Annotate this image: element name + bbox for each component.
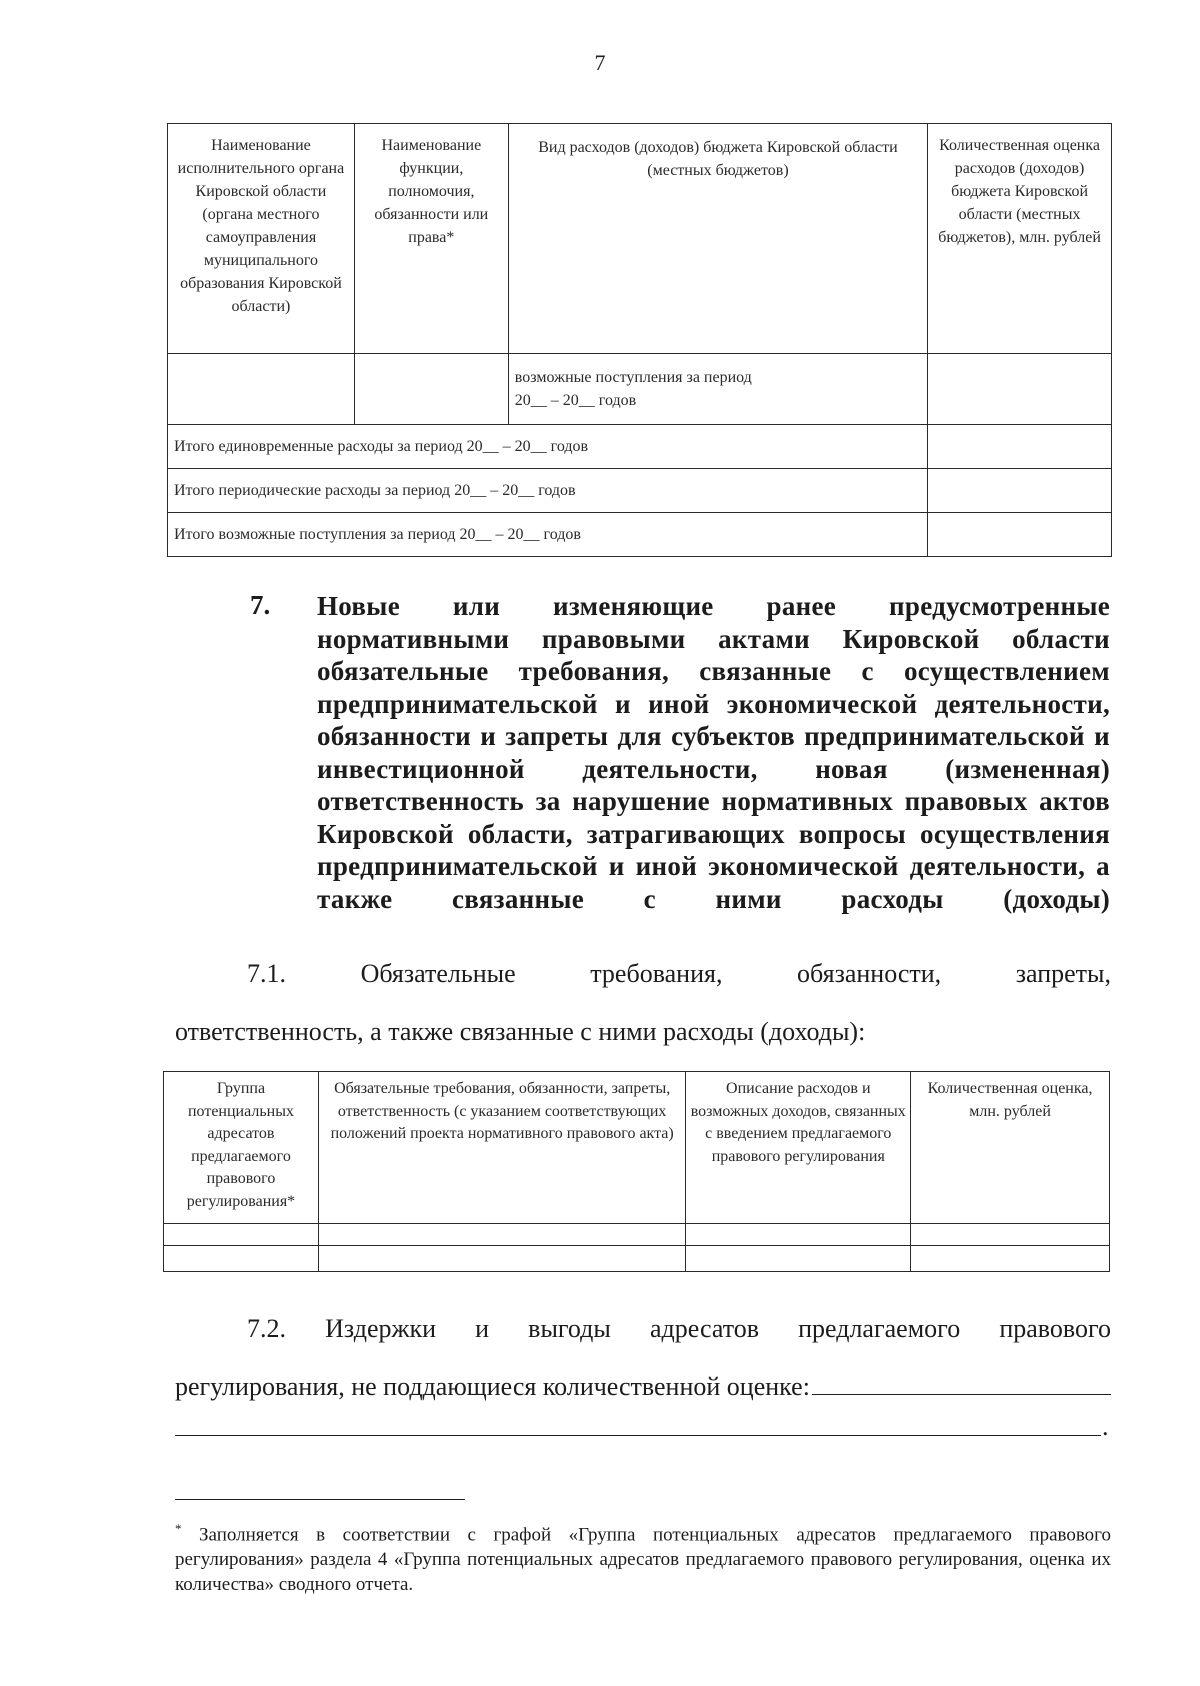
paragraph-line: регулирования, не поддающиеся количественной оценке: [175,1372,810,1401]
budget-expenses-table [167,123,1112,557]
section-number: 7. [250,590,271,620]
header-quantitative-estimate: Количественная оценка, млн. рублей [911,1072,1110,1224]
table-row [164,1224,1110,1246]
end-mark: . [1102,1412,1109,1441]
header-addressee-group: Группа потенциальных адресатов предлагаемого правового регулирования* [164,1072,319,1224]
table-cell [911,1224,1110,1246]
requirements-table [163,1071,1110,1272]
table-header-row [164,1072,1110,1224]
footnote [175,1516,1111,1597]
total-row [168,469,1112,513]
table-row [168,354,1112,425]
paragraph-line: 7.1. Обязательные требования, обязанности, запреты, [247,959,1111,988]
header-requirements: Обязательные требования, обязанности, запреты, ответственность (с указанием соответствующих положений проекта нормативного правового акта) [318,1072,685,1224]
table-row [164,1246,1110,1272]
table-cell [354,354,508,425]
total-income-label: Итого возможные поступления за период 20__ – 20__ годов [168,513,928,557]
table-cell [686,1246,911,1272]
table-cell [168,354,355,425]
total-row [168,513,1112,557]
total-periodic-label: Итого периодические расходы за период 20__ – 20__ годов [168,469,928,513]
table-cell [928,469,1112,513]
fill-in-blank-line [812,1365,1111,1395]
footnote-text: Заполняется в соответствии с графой «Группа потенциальных адресатов предлагаемого правового регулирования» раздела 4 «Группа потенциальных адресатов предлагаемого правового регулирования, оценка их количества» сводного отчета. [175,1524,1112,1596]
total-row [168,425,1112,469]
paragraph-line: 7.2. Издержки и выгоды адресатов предлагаемого правового [247,1314,1111,1343]
total-onetime-label: Итого единовременные расходы за период 20__ – 20__ годов [168,425,928,469]
income-period: 20__ – 20__ годов [514,392,637,409]
fill-in-blank-line [175,1435,1101,1436]
header-expense-type: Вид расходов (доходов) бюджета Кировской области (местных бюджетов) [508,124,927,354]
header-expense-description: Описание расходов и возможных доходов, связанных с введением предлагаемого правового регулирования [686,1072,911,1224]
paragraph-line-with-blank [175,1358,1111,1416]
section-title: Новые или изменяющие ранее предусмотренные нормативными правовыми актами Кировской области обязательные требования, связанные с осуществлением предпринимательской и иной экономической деятельности, обязанности и запреты для субъектов предпринимательской и инвестиционной деятельности, новая (измененная) ответственность за нарушение нормативных правовых актов Кировской области, затрагивающих вопросы осуществления предпринимательской и иной экономической деятельности, а также связанные с ними расходы (доходы) [317,591,1110,914]
table-cell [164,1224,319,1246]
table-cell [318,1246,685,1272]
header-quantitative-estimate: Количественная оценка расходов (доходов) бюджета Кировской области (местных бюджетов), млн. рублей [928,124,1112,354]
table-cell [911,1246,1110,1272]
table-cell [928,425,1112,469]
income-label: возможные поступления за период [514,369,752,386]
paragraph-line: ответственность, а также связанные с ними расходы (доходы): [175,1017,866,1046]
header-function: Наименование функции, полномочия, обязанности или права* [354,124,508,354]
header-executive-body: Наименование исполнительного органа Кировской области (органа местного самоуправления муниципального образования Кировской области) [168,124,355,354]
table-cell [318,1224,685,1246]
table-cell [686,1224,911,1246]
paragraph-7-2 [175,1300,1111,1416]
table-cell-income [508,354,927,425]
footnote-marker: * [175,1521,182,1536]
paragraph-7-1 [175,945,1111,1061]
table-cell [928,513,1112,557]
table-cell [928,354,1112,425]
page-number: 7 [594,50,606,75]
footnote-separator [175,1499,465,1500]
table-cell [164,1246,319,1272]
table-header-row [168,124,1112,354]
